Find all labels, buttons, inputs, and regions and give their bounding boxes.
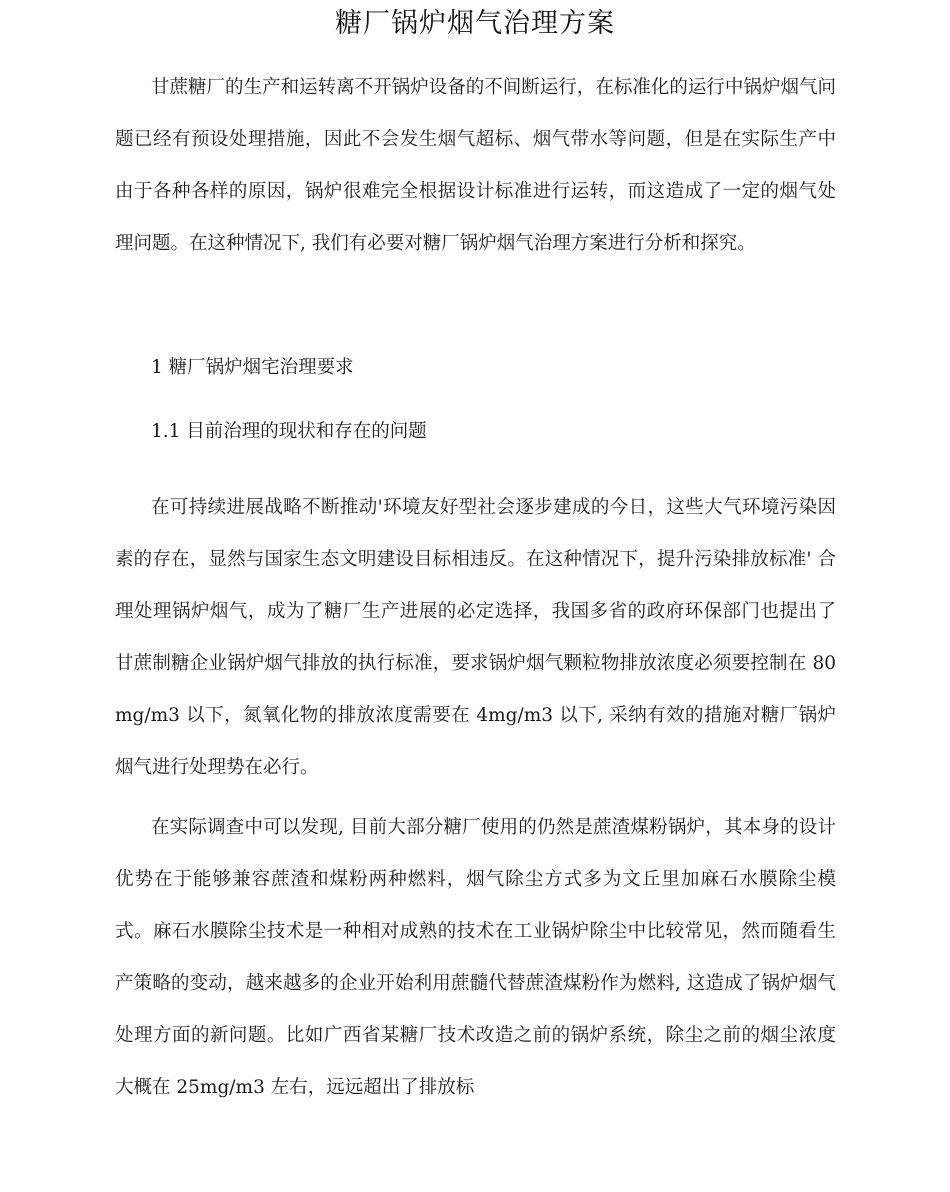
subsection-heading-1-1: 1.1 目前治理的现状和存在的问题	[151, 421, 427, 442]
paragraph-investigation: 在实际调查中可以发现, 目前大部分糖厂使用的仍然是蔗渣煤粉锅炉，其本身的设计优势在于能够兼容蔗渣和煤粉两种燃料，烟气除尘方式多为文丘里加麻石水膜除尘模式。麻石水膜除尘技术是一种相对成熟的技术在工业锅炉除尘中比较常见，然而随看生产策略的变动，越来越多的企业开始利用蔗髓代替蔗渣煤粉作为燃料, 这造成了锅炉烟气处理方面的新问题。比如广西省某糖厂技术改造之前的锅炉系统，除尘之前的烟尘浓度大概在 25mg/m3 左右，远远超出了排放标	[115, 817, 836, 1098]
paragraph-intro: 甘蔗糖厂的生产和运转离不开锅炉设备的不间断运行，在标准化的运行中锅炉烟气问题已经有预设处理措施，因此不会发生烟气超标、烟气带水等问题，但是在实际生产中由于各种各样的原因，锅炉很难完全根据设计标准进行运转，而这造成了一定的烟气处理问题。在这种情况下, 我们有必要对糖厂锅炉烟气治理方案进行分析和探究。	[115, 77, 836, 254]
document-title: 糖厂锅炉烟气治理方案	[335, 8, 615, 39]
section-heading-1: 1 糖厂锅炉烟宅治理要求	[151, 357, 354, 378]
paragraph-standards: 在可持续进展战略不断推动'环境友好型社会逐步建成的今日，这些大气环境污染因素的存在，显然与国家生态文明建设目标相违反。在这种情况下，提升污染排放标准' 合理处理锅炉烟气，成为了糖厂生产进展的必定选择，我国多省的政府环保部门也提出了甘蔗制糖企业锅炉烟气排放的执行标准，要求锅炉烟气颗粒物排放浓度必须要控制在 80mg/m3 以下，氮氧化物的排放浓度需要在 4mg/m3 以下, 采纳有效的措施对糖厂锅炉烟气进行处理势在必行。	[115, 497, 836, 778]
